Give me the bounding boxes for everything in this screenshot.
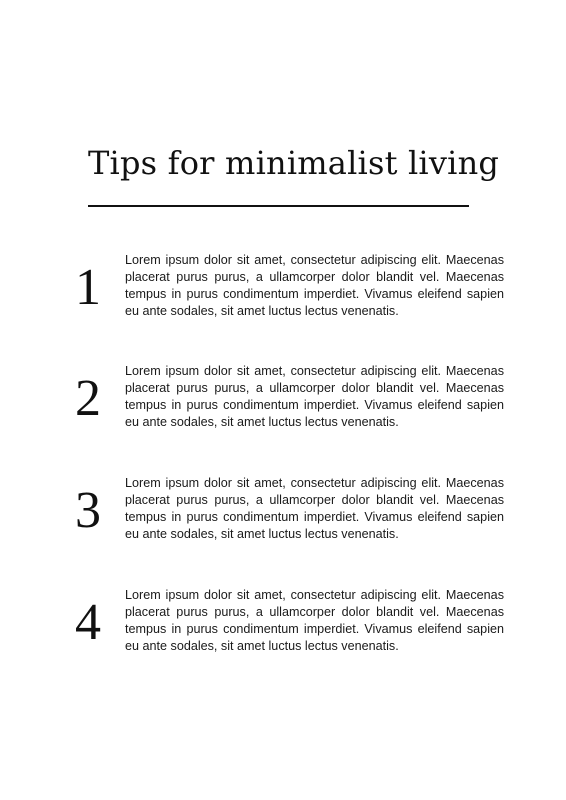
tip-text: Lorem ipsum dolor sit amet, consectetur adipiscing elit. Maecenas placerat purus purus, a ullamcorper dolor blandit vel. Maecenas tempus in purus condimentum imperdiet. Vivamus eleifend sapien eu ante sodales, sit amet luctus lectus venenatis. — [125, 364, 504, 429]
tip-number: 3 — [75, 482, 101, 539]
page-title: Tips for minimalist living — [88, 144, 500, 182]
tip-item — [0, 475, 566, 555]
tip-text: Lorem ipsum dolor sit amet, consectetur adipiscing elit. Maecenas placerat purus purus, a ullamcorper dolor blandit vel. Maecenas tempus in purus condimentum imperdiet. Vivamus eleifend sapien eu ante sodales, sit amet luctus lectus venenatis. — [125, 588, 504, 653]
tip-number: 4 — [75, 594, 101, 651]
tip-text: Lorem ipsum dolor sit amet, consectetur adipiscing elit. Maecenas placerat purus purus, a ullamcorper dolor blandit vel. Maecenas tempus in purus condimentum imperdiet. Vivamus eleifend sapien eu ante sodales, sit amet luctus lectus venenatis. — [125, 476, 504, 541]
tip-number: 1 — [75, 259, 101, 316]
tip-item — [0, 587, 566, 667]
tip-item — [0, 252, 566, 332]
tip-text: Lorem ipsum dolor sit amet, consectetur adipiscing elit. Maecenas placerat purus purus, a ullamcorper dolor blandit vel. Maecenas tempus in purus condimentum imperdiet. Vivamus eleifend sapien eu ante sodales, sit amet luctus lectus venenatis. — [125, 253, 504, 318]
tip-item — [0, 363, 566, 443]
tip-number: 2 — [75, 370, 101, 427]
